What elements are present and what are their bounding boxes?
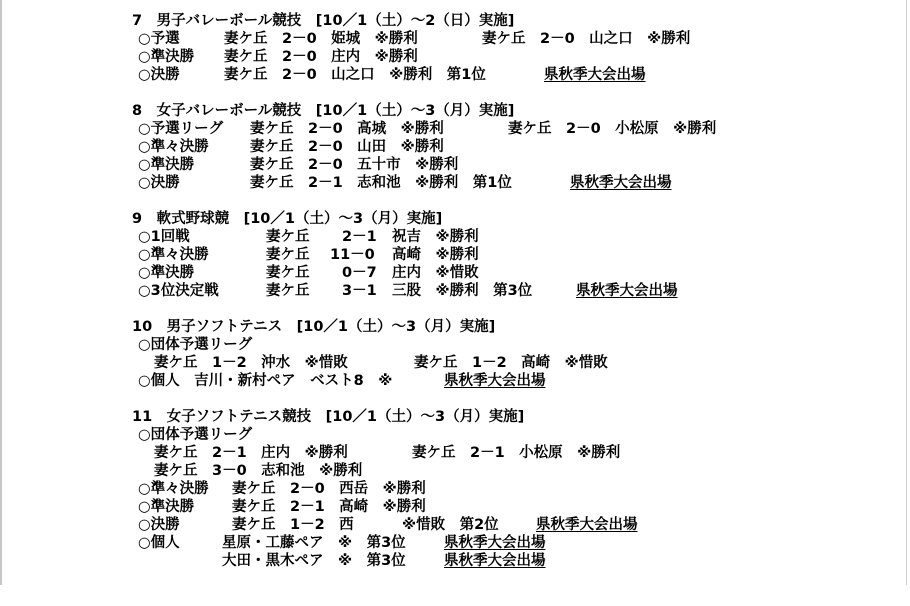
round-label: ○準決勝	[138, 157, 195, 173]
result-row	[138, 138, 444, 156]
result-row	[138, 282, 678, 300]
section-heading	[132, 12, 515, 30]
match-result: 妻ケ丘 1－2 西	[232, 517, 354, 533]
result-row	[138, 156, 459, 174]
opponent-result: 祝吉 ※勝利	[392, 229, 479, 245]
round-label: ○決勝	[138, 517, 180, 533]
section-heading	[132, 210, 443, 228]
tournament-qualification-link[interactable]: 県秋季大会出場	[544, 67, 646, 83]
result-row	[138, 516, 638, 534]
result-row	[138, 174, 672, 192]
round-label: ○3位決定戦	[138, 283, 219, 299]
section-heading	[132, 318, 496, 336]
score: 11－0	[330, 247, 375, 263]
match-result: 妻ケ丘 1－2 沖水 ※惜敗	[154, 355, 348, 371]
match-result: 妻ケ丘 2－0 山之口 ※勝利	[482, 31, 691, 47]
result-row	[154, 354, 608, 372]
section-heading	[132, 102, 515, 120]
result-row	[154, 462, 363, 480]
round-label: ○準決勝	[138, 265, 195, 281]
match-result: 妻ケ丘 2－1 高崎 ※勝利	[232, 499, 426, 515]
tournament-qualification-link[interactable]: 県秋季大会出場	[576, 283, 678, 299]
opponent-result: 高崎 ※勝利	[392, 247, 479, 263]
round-label: ○団体予選リーグ	[138, 337, 253, 353]
match-result: 妻ケ丘 2－0 高城 ※勝利	[250, 121, 444, 137]
tournament-qualification-link[interactable]: 県秋季大会出場	[444, 535, 546, 551]
section-heading-text: 8 女子バレーボール競技 [10／1（土）～3（月）実施]	[132, 103, 515, 119]
result-row	[222, 552, 546, 570]
round-label: ○1回戦	[138, 229, 190, 245]
result-row	[138, 498, 426, 516]
round-label: ○準々決勝	[138, 247, 209, 263]
section-heading-text: 9 軟式野球競 [10／1（土）～3（月）実施]	[132, 211, 443, 227]
result-row	[138, 336, 253, 354]
tournament-qualification-link[interactable]: 県秋季大会出場	[536, 517, 638, 533]
opponent-result: 三股 ※勝利 第3位	[392, 283, 533, 299]
result-row	[138, 372, 546, 390]
result-row	[154, 444, 621, 462]
match-result: 妻ケ丘 2－0 庄内 ※勝利	[224, 49, 418, 65]
round-label: ○団体予選リーグ	[138, 427, 253, 443]
match-result: 妻ケ丘 2－0 西岳 ※勝利	[232, 481, 426, 497]
round-label: ○決勝	[138, 175, 180, 191]
tournament-qualification-link[interactable]: 県秋季大会出場	[444, 553, 546, 569]
round-label: ○準々決勝	[138, 139, 209, 155]
right-page-border	[906, 0, 907, 585]
match-result: 妻ケ丘 2－0 山田 ※勝利	[250, 139, 444, 155]
match-result: 妻ケ丘 2－1 庄内 ※勝利	[154, 445, 348, 461]
round-label: ○準決勝	[138, 49, 195, 65]
team-name: 妻ケ丘	[266, 229, 310, 245]
tournament-qualification-link[interactable]: 県秋季大会出場	[444, 373, 546, 389]
match-outcome: ※惜敗 第2位	[402, 517, 499, 533]
section-heading-text: 10 男子ソフトテニス [10／1（土）～3（月）実施]	[132, 319, 496, 335]
match-result: 妻ケ丘 2－0 小松原 ※勝利	[508, 121, 717, 137]
result-row	[138, 120, 717, 138]
result-row	[138, 534, 546, 552]
result-row	[138, 66, 646, 84]
section-heading	[132, 408, 525, 426]
left-page-border	[0, 0, 2, 585]
match-result: 妻ケ丘 2－0 山之口 ※勝利 第1位	[224, 67, 486, 83]
individual-result: 大田・黒木ペア ※ 第3位	[222, 553, 406, 569]
section-heading-text: 7 男子バレーボール競技 [10／1（土）～2（日）実施]	[132, 13, 515, 29]
team-name: 妻ケ丘	[266, 265, 310, 281]
result-row	[138, 480, 426, 498]
match-result: 妻ケ丘 3－0 志和池 ※勝利	[154, 463, 363, 479]
match-result: 妻ケ丘 2－0 姫城 ※勝利	[224, 31, 418, 47]
section-heading-text: 11 女子ソフトテニス競技 [10／1（土）～3（月）実施]	[132, 409, 525, 425]
round-label: ○個人	[138, 535, 180, 551]
round-label: ○予選	[138, 31, 180, 47]
round-label: ○準決勝	[138, 499, 195, 515]
round-label: ○準々決勝	[138, 481, 209, 497]
team-name: 妻ケ丘	[266, 247, 310, 263]
result-row	[138, 426, 253, 444]
result-row	[138, 30, 691, 48]
result-row	[138, 228, 479, 246]
team-name: 妻ケ丘	[266, 283, 310, 299]
individual-result: 星原・工藤ペア ※ 第3位	[222, 535, 406, 551]
match-result: 妻ケ丘 1－2 高崎 ※惜敗	[414, 355, 608, 371]
score: 2－1	[342, 229, 377, 245]
result-row	[138, 246, 479, 264]
round-label: ○決勝	[138, 67, 180, 83]
score: 0－7	[342, 265, 377, 281]
individual-result: ○個人 吉川・新村ペア ベスト8 ※	[138, 373, 393, 389]
tournament-qualification-link[interactable]: 県秋季大会出場	[570, 175, 672, 191]
round-label: ○予選リーグ	[138, 121, 224, 137]
match-result: 妻ケ丘 2－0 五十市 ※勝利	[250, 157, 459, 173]
opponent-result: 庄内 ※惜敗	[392, 265, 479, 281]
result-row	[138, 48, 418, 66]
match-result: 妻ケ丘 2－1 志和池 ※勝利 第1位	[250, 175, 512, 191]
match-result: 妻ケ丘 2－1 小松原 ※勝利	[412, 445, 621, 461]
result-row	[138, 264, 479, 282]
score: 3－1	[342, 283, 377, 299]
